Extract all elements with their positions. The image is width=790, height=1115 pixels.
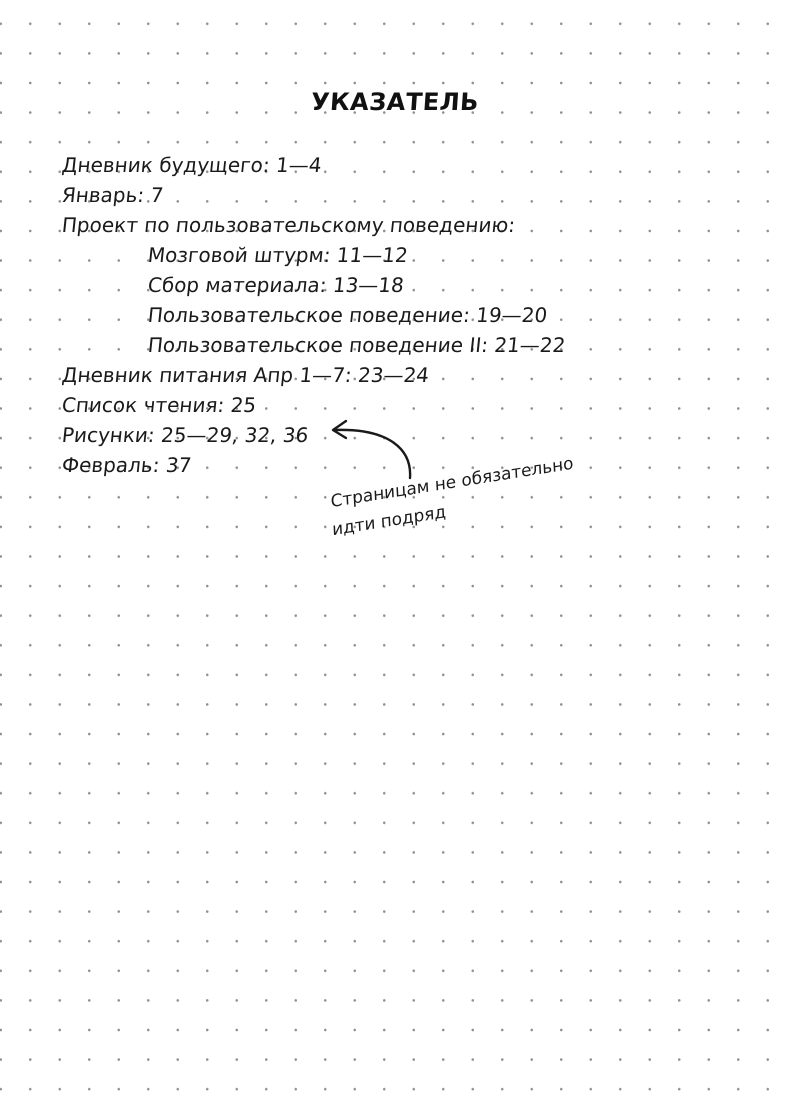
index-entry: Январь: 7	[60, 183, 165, 207]
index-entry: Дневник питания Апр 1—7: 23—24	[60, 363, 431, 387]
index-entry: Февраль: 37	[60, 453, 193, 477]
annotation-line: Страницам не обязательно	[330, 453, 574, 513]
page-title: УКАЗАТЕЛЬ	[310, 88, 480, 116]
index-entry: Рисунки: 25—29, 32, 36	[60, 423, 310, 447]
index-subentry: Мозговой штурм: 11—12	[146, 243, 410, 267]
index-entry: Список чтения: 25	[60, 393, 258, 417]
annotation-line: идти подряд	[331, 502, 447, 541]
index-subentry: Пользовательское поведение II: 21—22	[146, 333, 567, 357]
index-subentry: Пользовательское поведение: 19—20	[146, 303, 549, 327]
index-entry: Проект по пользовательскому поведению:	[60, 213, 517, 237]
index-subentry: Сбор материала: 13—18	[146, 273, 406, 297]
index-list	[62, 150, 565, 480]
index-entry: Дневник будущего: 1—4	[60, 153, 323, 177]
